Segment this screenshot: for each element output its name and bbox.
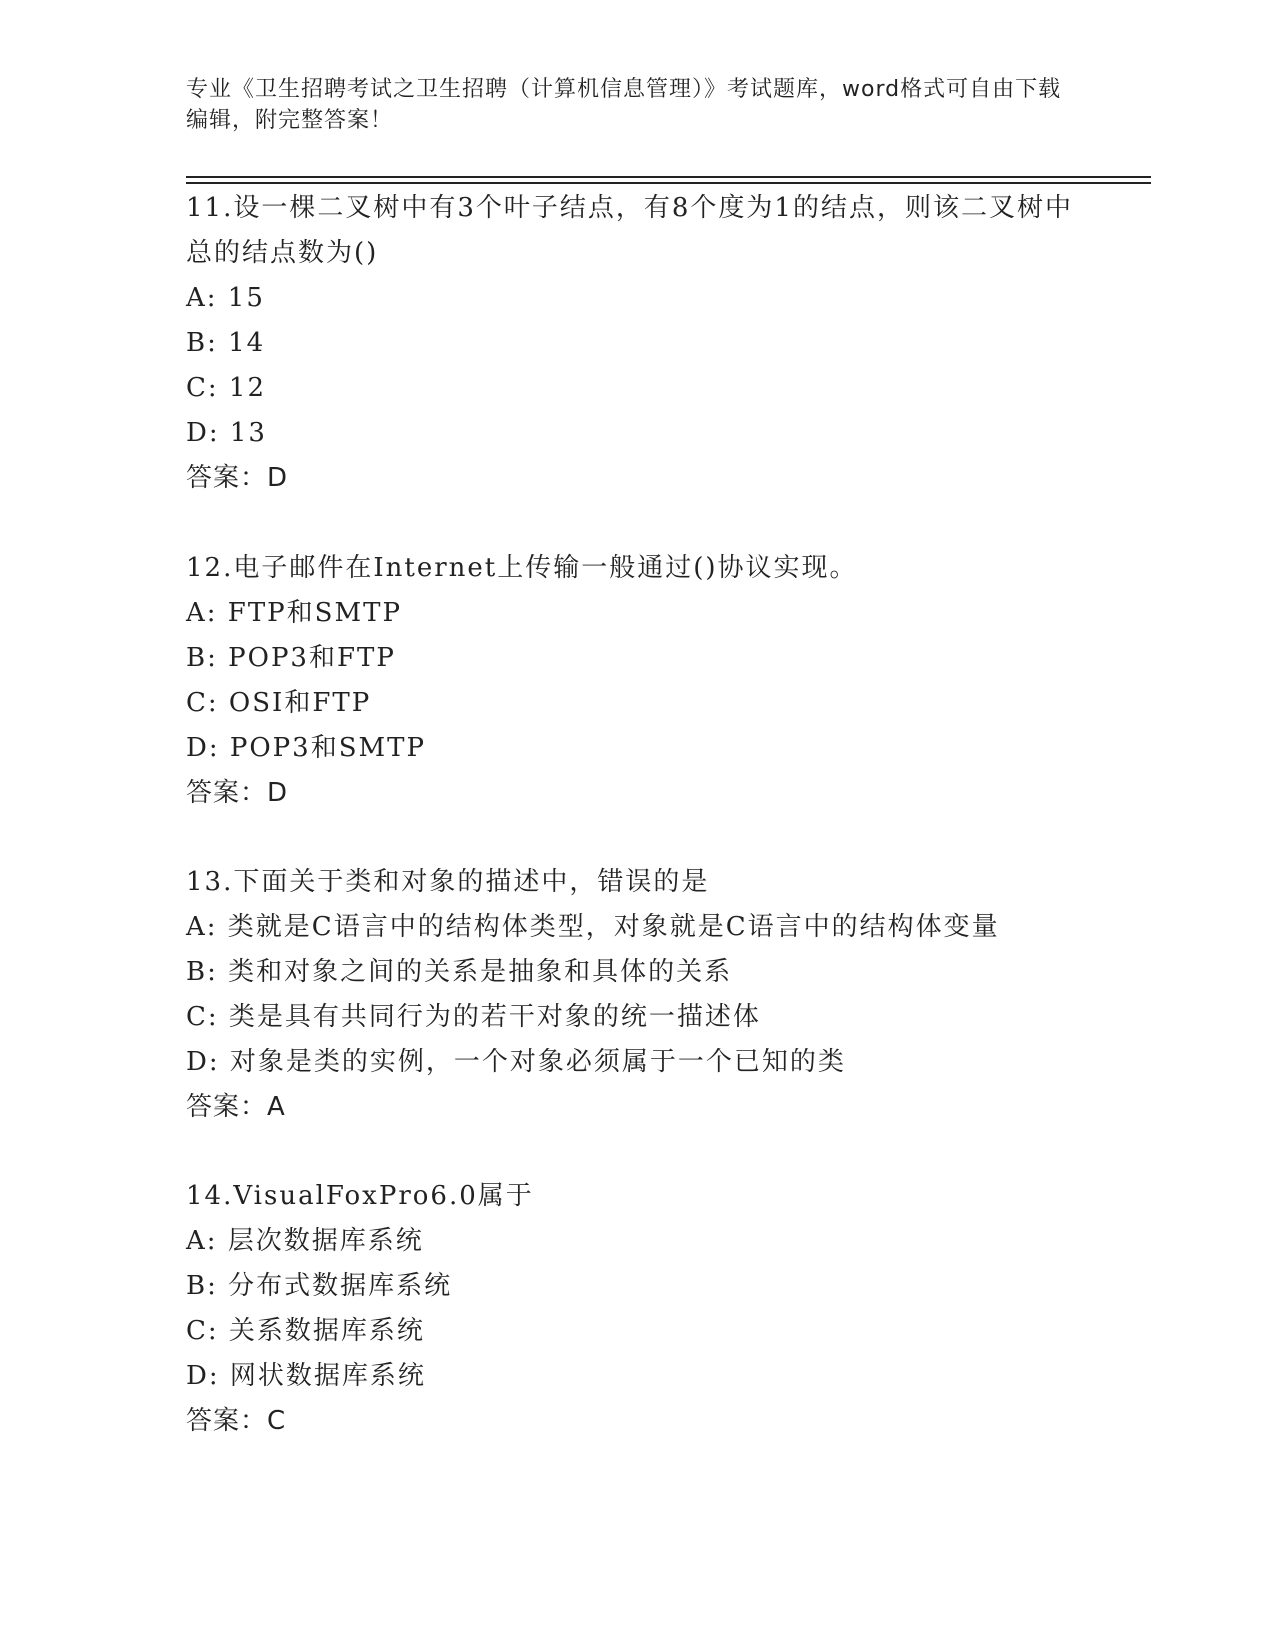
option-c: C: 关系数据库系统 [186, 1316, 425, 1346]
document-header: 专业《卫生招聘考试之卫生招聘（计算机信息管理）》考试题库，word格式可自由下载编辑，附完整答案！ [186, 77, 1062, 133]
option-b: B: POP3和FTP [186, 643, 396, 673]
question-stem: 14.VisualFoxPro6.0属于 [186, 1181, 534, 1211]
option-b: B: 14 [186, 328, 266, 358]
option-d: D: 13 [186, 418, 267, 448]
answer: 答案：A [186, 1092, 286, 1122]
option-a: A: 层次数据库系统 [186, 1226, 424, 1256]
option-a: A: 15 [186, 283, 265, 313]
question-14 [186, 1174, 1086, 1444]
answer: 答案：C [186, 1406, 287, 1436]
answer: 答案：D [186, 778, 289, 808]
option-b: B: 类和对象之间的关系是抽象和具体的关系 [186, 957, 733, 987]
question-stem: 12.电子邮件在Internet上传输一般通过()协议实现。 [186, 553, 858, 583]
header-divider-bottom [186, 182, 1151, 184]
question-12 [186, 546, 1086, 816]
question-13 [186, 860, 1086, 1130]
header-divider-top [186, 176, 1151, 178]
option-d: D: 网状数据库系统 [186, 1361, 426, 1391]
option-b: B: 分布式数据库系统 [186, 1271, 453, 1301]
option-c: C: 类是具有共同行为的若干对象的统一描述体 [186, 1002, 761, 1032]
option-c: C: OSI和FTP [186, 688, 372, 718]
option-a: A: FTP和SMTP [186, 598, 402, 628]
option-a: A: 类就是C语言中的结构体类型，对象就是C语言中的结构体变量 [186, 912, 1000, 942]
question-11 [186, 186, 1086, 501]
question-stem: 11.设一棵二叉树中有3个叶子结点，有8个度为1的结点，则该二叉树中总的结点数为() [186, 193, 1073, 268]
question-stem: 13.下面关于类和对象的描述中，错误的是 [186, 867, 710, 897]
option-c: C: 12 [186, 373, 267, 403]
option-d: D: POP3和SMTP [186, 733, 426, 763]
option-d: D: 对象是类的实例，一个对象必须属于一个已知的类 [186, 1047, 846, 1077]
answer: 答案：D [186, 463, 289, 493]
